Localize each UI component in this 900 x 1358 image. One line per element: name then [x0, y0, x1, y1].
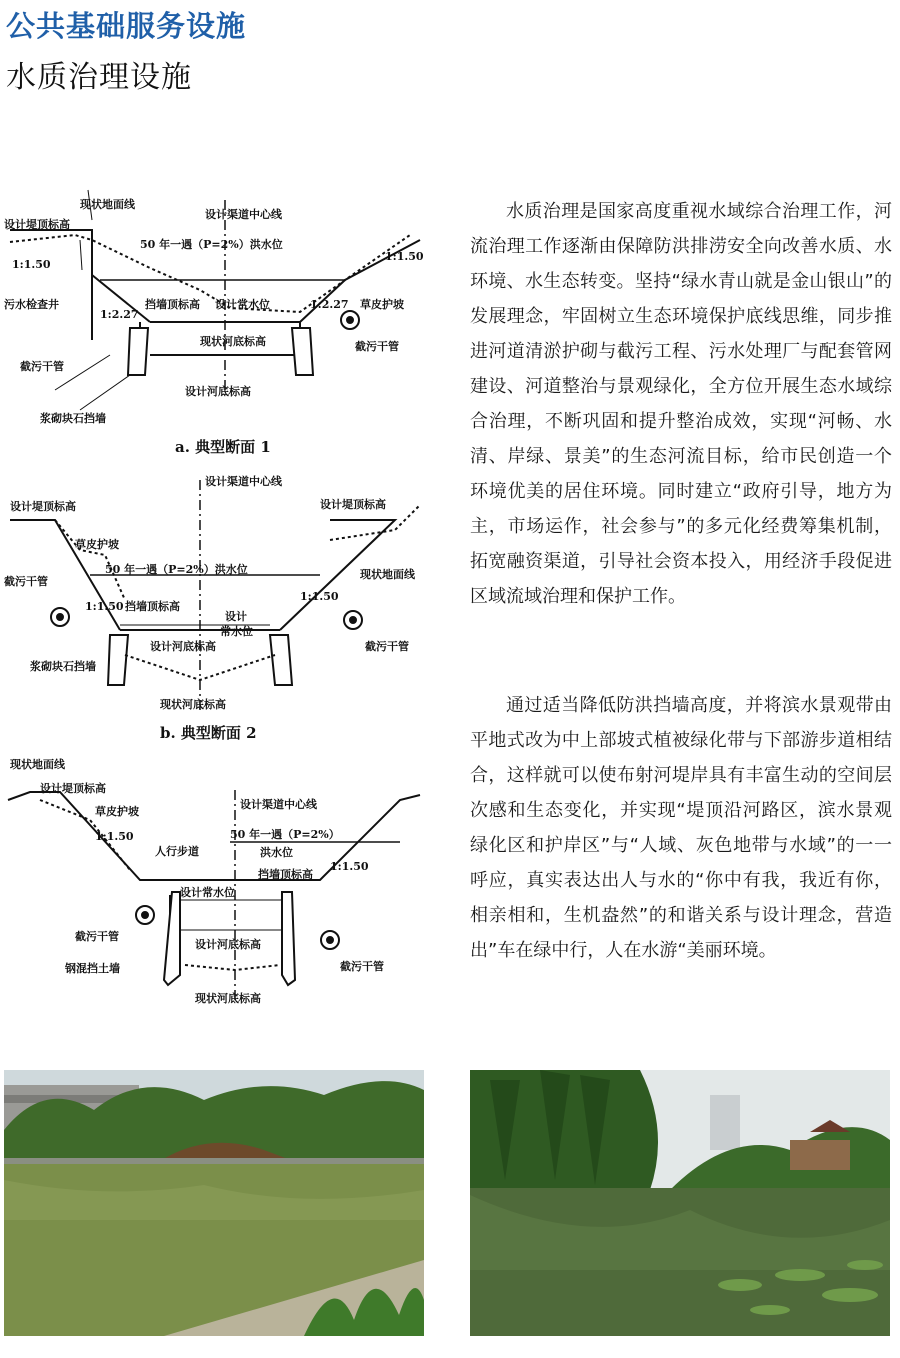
label-s2-grass: 草皮护坡: [75, 538, 119, 551]
label-s3-flood-a: 50 年一遇（P=2%）: [230, 828, 340, 841]
label-s2-existing-ground: 现状地面线: [360, 568, 415, 581]
label-existing-bed: 现状河底标高: [200, 335, 266, 348]
label-s3-interceptor-left: 截污干管: [75, 930, 119, 943]
label-s3-existing-ground: 现状地面线: [10, 758, 65, 771]
label-s2-interceptor-right: 截污干管: [365, 640, 409, 653]
label-s3-slope-right: 1:1.50: [330, 860, 369, 873]
label-existing-ground: 现状地面线: [80, 198, 135, 211]
label-s3-walkway: 人行步道: [155, 845, 199, 858]
label-grass-slope: 草皮护坡: [360, 298, 404, 311]
label-s3-rc-wall: 钢混挡土墙: [65, 962, 120, 975]
label-s2-design-bed: 设计河底标高: [150, 640, 216, 653]
label-s3-interceptor-right: 截污干管: [340, 960, 384, 973]
label-s3-grass: 草皮护坡: [95, 805, 139, 818]
label-slope-227-right: 1:2.27: [310, 298, 349, 311]
paragraph-2: 通过适当降低防洪挡墙高度，并将滨水景观带由平地式改为中上部坡式植被绿化带与下部游步道相结合，这样就可以使布射河堤岸具有丰富生动的空间层次感和生态变化，并实现“堤顶沿河路区，滨水景观绿化区和护岸区”与“人域、灰色地带与水域”的一一呼应，真实表达出人与水的“你中有我，我近有你，相亲相和，生机盎然”的和谐关系与设计理念，营造出”车在绿中行，人在水游“美丽环境。: [470, 695, 892, 961]
label-s2-existing-bed: 现状河底标高: [160, 698, 226, 711]
section-title: 公共基础服务设施: [6, 9, 247, 43]
label-s2-centerline: 设计渠道中心线: [205, 475, 282, 488]
label-sewage-well: 污水检查井: [4, 298, 59, 311]
label-s2-stone-wall: 浆砌块石挡墙: [30, 660, 96, 673]
section-subtitle: 水质治理设施: [6, 60, 192, 95]
label-s2-slope-left: 1:1.50: [85, 600, 124, 613]
cross-section-diagram: [0, 180, 448, 1010]
label-s2-flood: 50 年一遇（P=2%）洪水位: [105, 563, 248, 576]
label-s3-wall-top: 挡墙顶标高: [258, 868, 313, 881]
paragraph-1: 水质治理是国家高度重视水域综合治理工作，河流治理工作逐渐由保障防洪排涝安全向改善水质、水环境、水生态转变。坚持“绿水青山就是金山银山”的发展理念，牢固树立生态环境保护底线思维，同步推进河道清淤护砌与截污工程、污水处理厂与配套管网建设、河道整治与景观绿化，全方位开展生态水域综合治理，不断巩固和提升整治成效，实现“河畅、水清、岸绿、景美”的生态河流目标，给市民创造一个环境优美的居住环境。同时建立“政府引导，地方为主，市场运作，社会参与”的多元化经费筹集机制，拓宽融资渠道，引导社会资本投入，用经济手段促进区域流域治理和保护工作。: [470, 201, 892, 607]
label-s3-bank-top: 设计堤顶标高: [40, 782, 106, 795]
river-photo-left: [4, 1070, 424, 1336]
label-wall-top: 挡墙顶标高: [145, 298, 200, 311]
section-2-labels: [4, 474, 416, 742]
section-1-labels: [4, 197, 424, 456]
label-s2-interceptor-left: 截污干管: [4, 575, 48, 588]
label-flood-level: 50 年一遇（P=2%）洪水位: [140, 238, 283, 251]
label-s3-centerline: 设计渠道中心线: [240, 798, 317, 811]
river-photo-right: [470, 1070, 890, 1336]
label-slope-2: 1:1.50: [385, 250, 424, 263]
label-s2-normal-a: 设计: [225, 610, 247, 623]
label-s2-normal-b: 常水位: [220, 625, 253, 638]
label-s3-slope-left: 1:1.50: [95, 830, 134, 843]
label-slope-227-left: 1:2.27: [100, 308, 139, 321]
label-interceptor-left: 截污干管: [20, 360, 64, 373]
label-s2-bank-left: 设计堤顶标高: [10, 500, 76, 513]
label-s3-flood-b: 洪水位: [260, 846, 293, 859]
label-interceptor-right: 截污干管: [355, 340, 399, 353]
label-stone-wall: 浆砌块石挡墙: [40, 412, 106, 425]
label-s3-normal: 设计常水位: [180, 886, 235, 899]
label-s2-wall-top: 挡墙顶标高: [125, 600, 180, 613]
caption-section-2: b. 典型断面 2: [160, 724, 257, 742]
label-s2-slope-right: 1:1.50: [300, 590, 339, 603]
label-normal-level: 设计常水位: [215, 298, 270, 311]
caption-section-1: a. 典型断面 1: [175, 438, 271, 456]
section-2: [10, 480, 420, 710]
label-s3-existing-bed: 现状河底标高: [195, 992, 261, 1005]
label-design-bank-top: 设计堤顶标高: [4, 218, 70, 231]
label-design-centerline: 设计渠道中心线: [205, 208, 282, 221]
label-slope-1: 1:1.50: [12, 258, 51, 271]
label-design-bed: 设计河底标高: [185, 385, 251, 398]
label-s2-bank-right: 设计堤顶标高: [320, 498, 386, 511]
label-s3-design-bed: 设计河底标高: [195, 938, 261, 951]
